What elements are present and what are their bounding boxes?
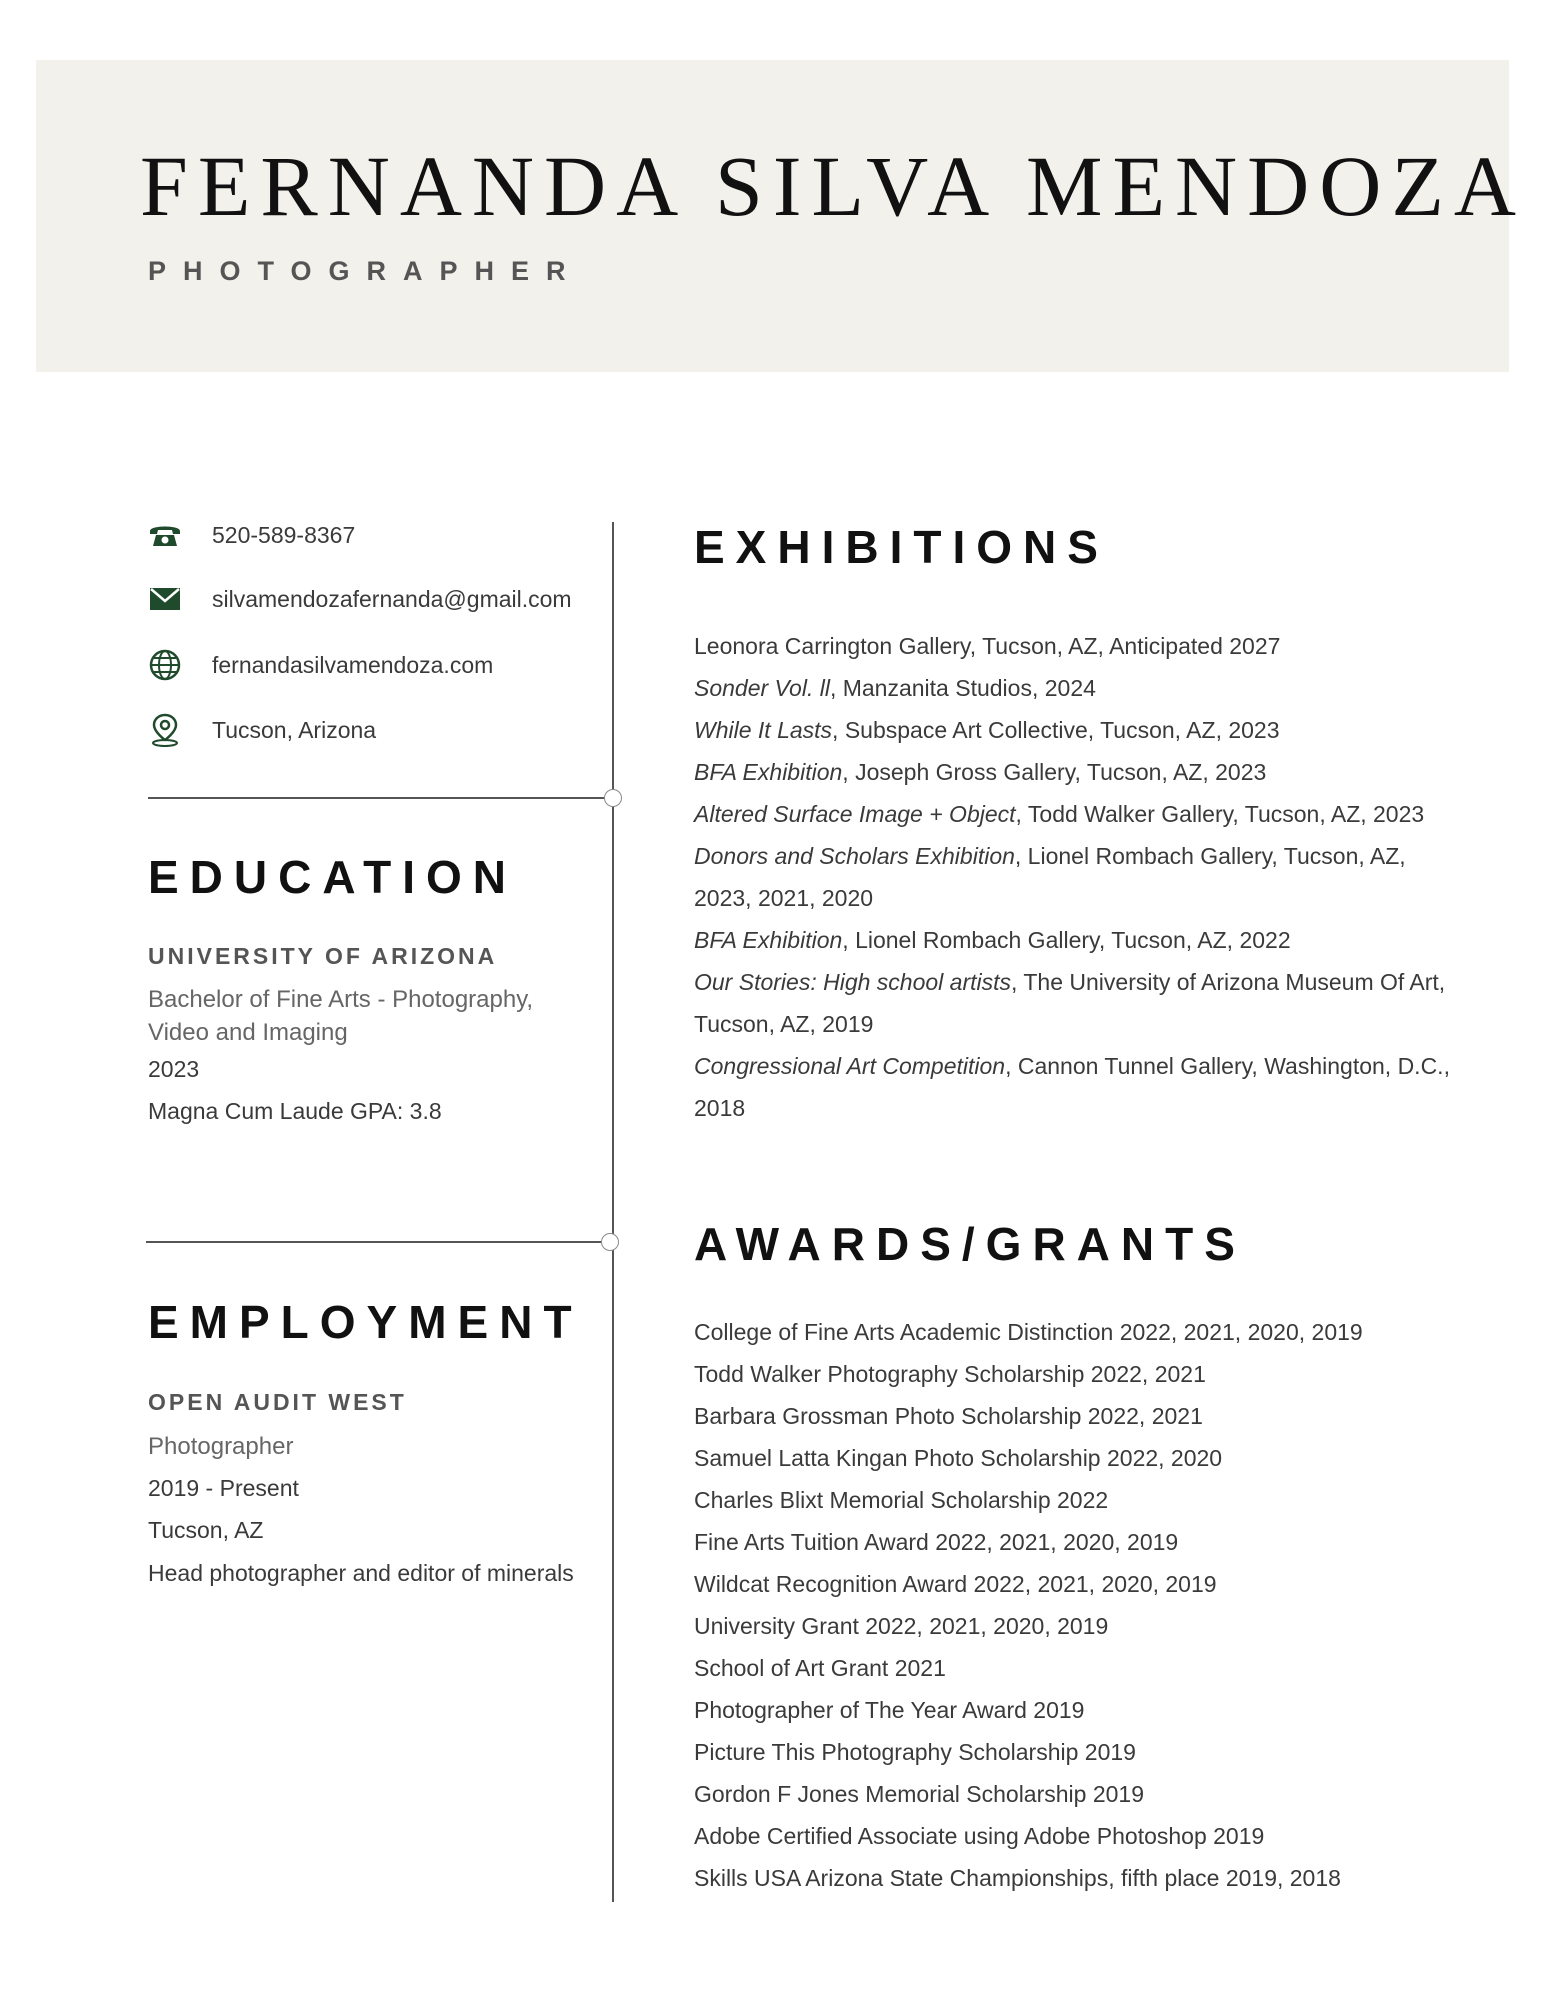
award-item: Barbara Grossman Photo Scholarship 2022, 2021 [694,1403,1203,1429]
contact-divider-node [604,789,622,807]
email-text[interactable]: silvamendozafernanda@gmail.com [212,585,572,612]
website-text[interactable]: fernandasilvamendoza.com [212,651,494,678]
award-item: School of Art Grant 2021 [694,1655,946,1681]
exhibition-title: While It Lasts [694,717,833,743]
location-text: Tucson, Arizona [212,716,377,743]
award-item: College of Fine Arts Academic Distinction 2022, 2021, 2020, 2019 [694,1319,1363,1345]
exhibition-title: Sonder Vol. ll [694,675,830,701]
award-item: Photographer of The Year Award 2019 [694,1697,1085,1723]
exhibition-title: Donors and Scholars Exhibition [694,843,1015,869]
exhibition-details: , Cannon Tunnel Gallery, Washington, D.C., 2018 [694,1053,1450,1121]
contact-phone [148,515,355,555]
header-banner [36,60,1526,372]
education-degree-line2: Video and Imaging [148,1019,348,1046]
award-item: University Grant 2022, 2021, 2020, 2019 [694,1613,1109,1639]
education-divider-node [601,1233,619,1251]
education-year: 2023 [148,1056,200,1082]
exhibition-details: , Joseph Gross Gallery, Tucson, AZ, 2023 [842,759,1267,785]
award-item: Charles Blixt Memorial Scholarship 2022 [694,1487,1109,1513]
exhibition-title: BFA Exhibition [694,927,843,953]
award-item: Adobe Certified Associate using Adobe Photoshop 2019 [694,1823,1265,1849]
mail-icon [148,582,182,616]
exhibition-title: Altered Surface Image + Object [694,801,1016,827]
exhibition-details: , Lionel Rombach Gallery, Tucson, AZ, 2023, 2021, 2020 [694,843,1406,911]
education-honors: Magna Cum Laude GPA: 3.8 [148,1098,442,1124]
employment-position: Photographer [148,1433,294,1460]
exhibition-details: , Todd Walker Gallery, Tucson, AZ, 2023 [1015,801,1425,827]
award-item: Skills USA Arizona State Championships, fifth place 2019, 2018 [694,1865,1341,1891]
candidate-role: PHOTOGRAPHER [148,256,583,286]
employment-heading: EMPLOYMENT [148,1296,583,1348]
exhibition-item [694,709,1454,751]
exhibition-details: , Subspace Art Collective, Tucson, AZ, 2023 [832,717,1280,743]
education-heading: EDUCATION [148,851,518,903]
exhibition-details: , Lionel Rombach Gallery, Tucson, AZ, 2022 [842,927,1291,953]
phone-icon [148,518,182,552]
phone-text[interactable]: 520-589-8367 [212,521,356,548]
exhibitions-list [694,625,1454,1129]
exhibition-item [694,961,1454,1045]
award-item: Todd Walker Photography Scholarship 2022, 2021 [694,1361,1206,1387]
exhibition-details: Leonora Carrington Gallery, Tucson, AZ, Anticipated 2027 [694,633,1281,659]
exhibition-title: Congressional Art Competition [694,1053,1006,1079]
education-degree-line1: Bachelor of Fine Arts - Photography, [148,986,534,1013]
exhibition-item [694,793,1454,835]
location-pin-icon [148,713,182,747]
award-item: Wildcat Recognition Award 2022, 2021, 2020, 2019 [694,1571,1217,1597]
awards-heading: AWARDS/GRANTS [694,1218,1246,1270]
exhibition-item [694,667,1454,709]
contact-email [148,579,572,619]
exhibition-title: Our Stories: High school artists [694,969,1012,995]
exhibitions-heading: EXHIBITIONS [694,521,1109,573]
column-divider [612,522,614,1902]
award-item: Fine Arts Tuition Award 2022, 2021, 2020, 2019 [694,1529,1179,1555]
employment-description: Head photographer and editor of minerals [148,1560,574,1586]
award-item: Gordon F Jones Memorial Scholarship 2019 [694,1781,1145,1807]
exhibition-details: , The University of Arizona Museum Of Art, Tucson, AZ, 2019 [694,969,1446,1037]
award-item: Picture This Photography Scholarship 2019 [694,1739,1136,1765]
exhibition-item [694,1045,1454,1129]
contact-divider [148,797,606,799]
employment-location: Tucson, AZ [148,1517,264,1543]
exhibition-details: , Manzanita Studios, 2024 [829,675,1096,701]
exhibition-item [694,751,1454,793]
education-school: UNIVERSITY OF ARIZONA [148,943,498,969]
employment-dates: 2019 - Present [148,1475,299,1501]
exhibition-item [694,835,1454,919]
globe-icon [148,648,182,682]
exhibition-item [694,625,1454,667]
candidate-name: FERNANDA SILVA MENDOZA [140,138,1526,234]
awards-list [694,1311,1454,1899]
contact-website [148,645,493,685]
award-item: Samuel Latta Kingan Photo Scholarship 2022, 2020 [694,1445,1223,1471]
employment-company: OPEN AUDIT WEST [148,1389,407,1415]
exhibition-item [694,919,1454,961]
education-divider [146,1241,604,1243]
contact-location [148,710,376,750]
exhibition-title: BFA Exhibition [694,759,843,785]
